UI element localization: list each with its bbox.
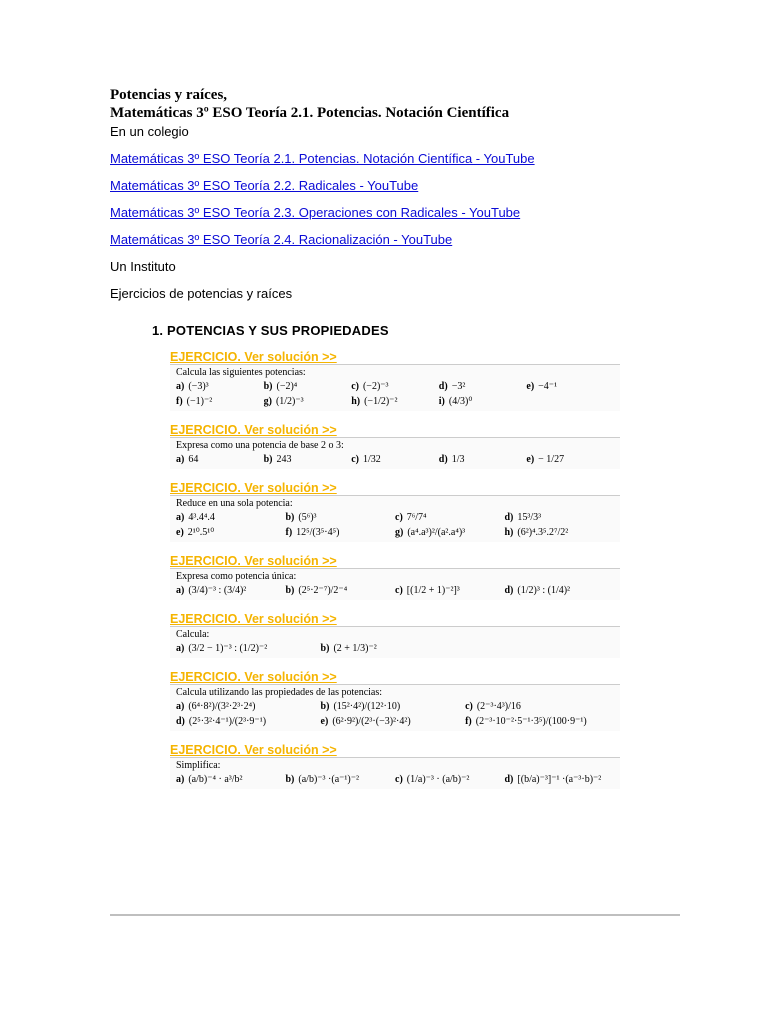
item-label: b) — [285, 774, 295, 785]
exercise-item — [264, 454, 352, 465]
item-expression: [(1/2 + 1)⁻²]³ — [406, 585, 460, 596]
item-expression: (3/4)⁻³ : (3/4)² — [188, 585, 247, 596]
item-label: f) — [285, 527, 293, 538]
item-expression: (15²·4²)/(12²·10) — [333, 701, 401, 712]
exercise-item — [176, 527, 286, 538]
text-ejercicios: Ejercicios de potencias y raíces — [110, 286, 293, 301]
item-label: f) — [465, 716, 472, 727]
section-title: 1. POTENCIAS Y SUS PROPIEDADES — [152, 323, 389, 338]
exercise-item — [526, 381, 614, 392]
item-expression: 1/32 — [362, 454, 381, 465]
item-label: d) — [438, 454, 448, 465]
item-label: b) — [320, 643, 330, 654]
exercise-item — [176, 381, 264, 392]
exercise-items — [176, 701, 614, 727]
item-label: d) — [504, 774, 514, 785]
item-label: c) — [395, 774, 403, 785]
item-label: h) — [351, 396, 361, 407]
exercise-items — [176, 585, 614, 596]
item-label: e) — [526, 381, 535, 392]
exercise-items — [176, 643, 614, 654]
item-label: c) — [465, 701, 473, 712]
exercise-item — [176, 396, 264, 407]
exercise-items — [176, 381, 614, 407]
exercise-item — [176, 716, 321, 727]
exercise-content — [170, 568, 620, 600]
item-expression: (2 + 1/3)⁻² — [333, 643, 377, 654]
exercise-block — [170, 481, 620, 542]
link-teoria-2-2[interactable]: Matemáticas 3º ESO Teoría 2.2. Radicales - YouTube — [110, 178, 419, 193]
item-expression: (a⁴.a³)²/(a².a⁴)³ — [407, 527, 466, 538]
exercise-item — [505, 512, 615, 523]
item-expression: 2¹⁰.5¹⁰ — [187, 527, 215, 538]
ver-solucion-link[interactable]: EJERCICIO. Ver solución >> — [170, 423, 337, 437]
item-expression: 64 — [188, 454, 199, 465]
item-expression: 7⁶/7⁴ — [406, 512, 427, 523]
exercise-item — [395, 774, 505, 785]
item-label: d) — [438, 381, 448, 392]
item-expression: (6⁴·8²)/(3²·2³·2⁴) — [188, 701, 256, 712]
exercise-item — [176, 643, 321, 654]
exercise-item — [505, 585, 615, 596]
exercise-block — [170, 743, 620, 789]
item-expression: (1/a)⁻³ · (a/b)⁻² — [406, 774, 470, 785]
item-label: b) — [320, 701, 330, 712]
exercise-item — [176, 585, 286, 596]
item-label: a) — [176, 381, 185, 392]
item-label: a) — [176, 701, 185, 712]
item-label: b) — [285, 512, 295, 523]
exercise-item — [351, 381, 439, 392]
item-expression: −4⁻¹ — [538, 381, 558, 392]
item-expression: (−1/2)⁻² — [364, 396, 398, 407]
link-teoria-2-3[interactable]: Matemáticas 3º ESO Teoría 2.3. Operaciones con Radicales - YouTube — [110, 205, 521, 220]
exercise-item — [439, 396, 527, 407]
item-label: b) — [285, 585, 295, 596]
ver-solucion-link[interactable]: EJERCICIO. Ver solución >> — [170, 350, 337, 364]
title-line-2: Matemáticas 3º ESO Teoría 2.1. Potencias. Notación Científica — [110, 105, 510, 121]
exercise-block — [170, 554, 620, 600]
ver-solucion-link[interactable]: EJERCICIO. Ver solución >> — [170, 612, 337, 626]
exercise-item — [526, 454, 614, 465]
exercise-item — [505, 527, 615, 538]
exercise-instruction: Calcula utilizando las propiedades de las potencias: — [176, 687, 383, 698]
ver-solucion-link[interactable]: EJERCICIO. Ver solución >> — [170, 743, 337, 757]
exercise-item — [264, 381, 352, 392]
link-teoria-2-1[interactable]: Matemáticas 3º ESO Teoría 2.1. Potencias. Notación Científica - YouTube — [110, 151, 535, 166]
exercise-item — [176, 512, 286, 523]
exercise-item — [395, 585, 505, 596]
exercise-instruction: Calcula: — [176, 629, 210, 640]
item-label: c) — [351, 381, 359, 392]
item-label: a) — [176, 454, 185, 465]
exercise-content — [170, 684, 620, 731]
exercise-block — [170, 670, 620, 731]
exercise-instruction: Expresa como potencia única: — [176, 571, 297, 582]
item-expression: (a/b)⁻⁴ · a³/b² — [188, 774, 243, 785]
item-expression: 243 — [276, 454, 292, 465]
exercise-item — [439, 454, 527, 465]
item-expression: 12⁵/(3⁵·4⁵) — [296, 527, 340, 538]
item-expression: (−1)⁻² — [186, 396, 213, 407]
item-expression: (1/2)⁻³ — [275, 396, 304, 407]
item-label: c) — [395, 512, 403, 523]
exercise-item — [465, 701, 610, 712]
exercise-item — [286, 527, 396, 538]
item-label: a) — [176, 774, 185, 785]
item-expression: (−3)³ — [188, 381, 209, 392]
item-expression: − 1/27 — [538, 454, 565, 465]
exercise-item — [286, 774, 396, 785]
subtitle-colegio: En un colegio — [110, 124, 189, 139]
exercise-item — [176, 701, 321, 712]
exercise-content — [170, 626, 620, 658]
item-expression: [(b/a)⁻³]⁻¹ ·(a⁻³·b)⁻² — [517, 774, 602, 785]
item-expression: 4³.4⁴.4 — [188, 512, 215, 523]
exercise-item — [321, 716, 466, 727]
exercise-block — [170, 423, 620, 469]
item-label: i) — [438, 396, 445, 407]
item-label: e) — [320, 716, 329, 727]
item-expression: 15³/3³ — [517, 512, 542, 523]
divider — [110, 914, 680, 916]
exercise-content — [170, 364, 620, 411]
ver-solucion-link[interactable]: EJERCICIO. Ver solución >> — [170, 481, 337, 495]
exercise-item — [321, 701, 466, 712]
item-expression: (2⁵·3²·4⁻¹)/(2³·9⁻¹) — [188, 716, 267, 727]
exercise-item — [465, 716, 610, 727]
exercise-item — [395, 512, 505, 523]
item-label: g) — [395, 527, 404, 538]
exercise-item — [505, 774, 615, 785]
exercise-instruction: Simplifica: — [176, 760, 221, 771]
exercise-items — [176, 774, 614, 785]
item-expression: (6²)⁴.3⁵.2⁷/2² — [517, 527, 569, 538]
exercise-item — [439, 381, 527, 392]
item-expression: (2⁵·2⁻⁷)/2⁻⁴ — [298, 585, 348, 596]
item-label: b) — [263, 381, 273, 392]
ver-solucion-link[interactable]: EJERCICIO. Ver solución >> — [170, 554, 337, 568]
ver-solucion-link[interactable]: EJERCICIO. Ver solución >> — [170, 670, 337, 684]
exercise-content — [170, 437, 620, 469]
exercise-instruction: Reduce en una sola potencia: — [176, 498, 293, 509]
exercise-item — [351, 454, 439, 465]
item-expression: (6²·9²)/(2³·(−3)²·4²) — [332, 716, 411, 727]
exercise-item — [286, 585, 396, 596]
item-expression: (1/2)³ : (1/4)² — [517, 585, 571, 596]
exercise-block — [170, 612, 620, 658]
item-label: a) — [176, 585, 185, 596]
exercise-instruction: Calcula las siguientes potencias: — [176, 367, 306, 378]
exercise-content — [170, 495, 620, 542]
item-label: c) — [395, 585, 403, 596]
item-expression: (4/3)⁰ — [448, 396, 473, 407]
exercise-item — [176, 454, 264, 465]
item-label: a) — [176, 643, 185, 654]
item-expression: 1/3 — [451, 454, 465, 465]
exercise-items — [176, 454, 614, 465]
item-label: c) — [351, 454, 359, 465]
item-expression: (−2)⁻³ — [362, 381, 389, 392]
item-expression: (5⁶)³ — [298, 512, 317, 523]
item-expression: (2⁻³·4³)/16 — [476, 701, 521, 712]
item-label: e) — [176, 527, 184, 538]
exercise-item — [395, 527, 505, 538]
exercise-items — [176, 512, 614, 538]
exercise-item — [321, 643, 466, 654]
text-instituto: Un Instituto — [110, 259, 176, 274]
item-expression: (−2)⁴ — [276, 381, 298, 392]
item-expression: (a/b)⁻³ ·(a⁻¹)⁻² — [298, 774, 360, 785]
exercise-item — [286, 512, 396, 523]
item-expression: (3/2 − 1)⁻³ : (1/2)⁻² — [188, 643, 268, 654]
item-label: d) — [504, 512, 514, 523]
item-expression: (2⁻³·10⁻²·5⁻¹·3⁵)/(100·9⁻¹) — [475, 716, 587, 727]
title-line-1: Potencias y raíces, — [110, 87, 228, 103]
item-label: f) — [176, 396, 183, 407]
exercise-block — [170, 350, 620, 411]
exercise-item — [264, 396, 352, 407]
item-label: a) — [176, 512, 185, 523]
item-label: h) — [504, 527, 514, 538]
document-body — [110, 86, 680, 789]
exercise-content — [170, 757, 620, 789]
link-teoria-2-4[interactable]: Matemáticas 3º ESO Teoría 2.4. Racionalización - YouTube — [110, 232, 453, 247]
item-expression: −3² — [451, 381, 466, 392]
exercise-item — [351, 396, 439, 407]
page-title — [110, 86, 680, 122]
item-label: g) — [263, 396, 272, 407]
exercise-item — [176, 774, 286, 785]
item-label: e) — [526, 454, 535, 465]
item-label: d) — [504, 585, 514, 596]
item-label: d) — [176, 716, 185, 727]
item-label: b) — [263, 454, 273, 465]
exercise-instruction: Expresa como una potencia de base 2 o 3: — [176, 440, 344, 451]
exercises-list — [110, 350, 680, 789]
